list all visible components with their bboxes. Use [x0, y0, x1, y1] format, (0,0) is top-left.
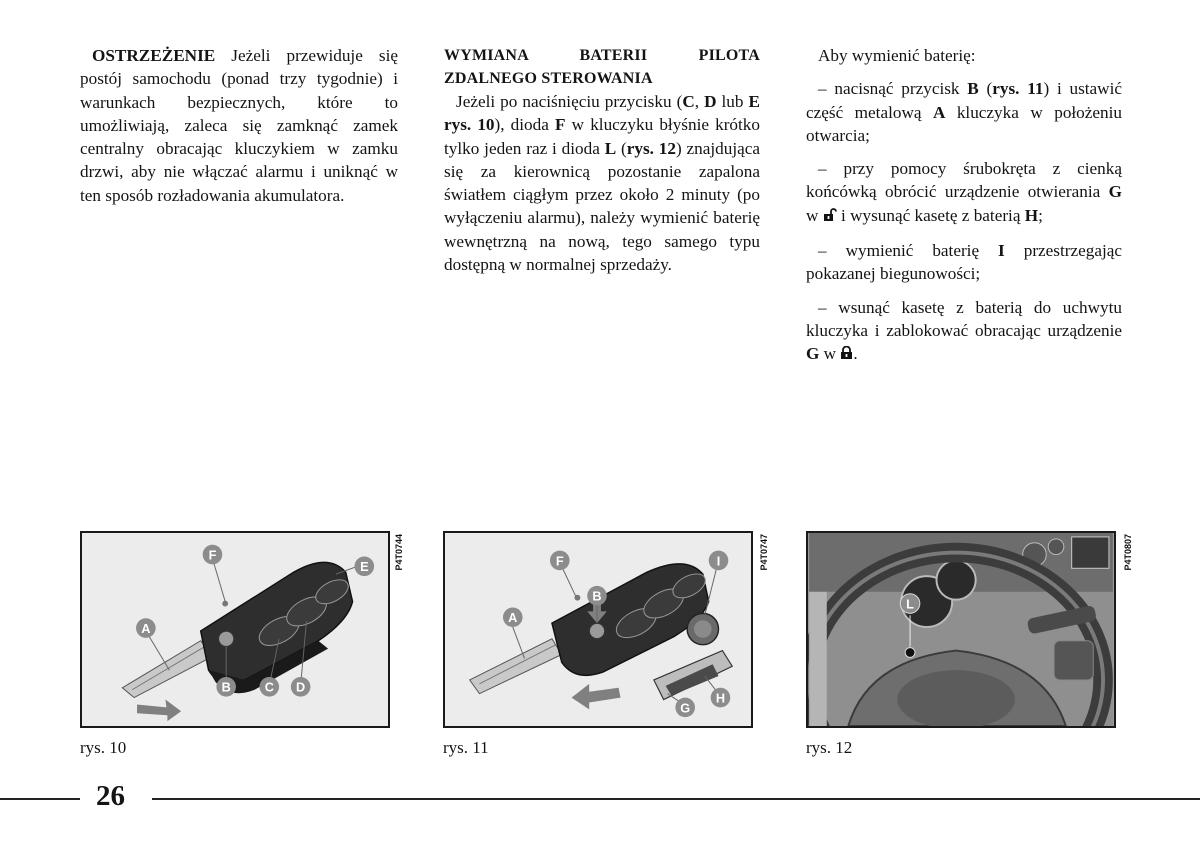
- svg-text:D: D: [296, 679, 306, 695]
- figure-caption: rys. 11: [443, 738, 489, 757]
- battery-intro-paragraph: [444, 90, 760, 276]
- callout-b: [587, 586, 607, 606]
- bold-run: L: [604, 138, 617, 158]
- bold-run: E rys. 10: [444, 92, 761, 135]
- text-run: – wsunąć kasetę z baterią do uchwytu kluczyka i zablokować obracając urządzenie: [806, 297, 1122, 340]
- callout-e: [355, 557, 375, 577]
- unlocked-padlock-icon: [823, 209, 837, 225]
- step-2: [806, 157, 1122, 229]
- figure-battery-cassette: [443, 531, 753, 728]
- callout-b: [216, 677, 236, 697]
- locked-padlock-icon: [840, 344, 853, 363]
- svg-text:G: G: [680, 700, 691, 716]
- callout-l: [900, 594, 920, 614]
- callout-i: [709, 551, 729, 571]
- callout-a: [503, 607, 523, 627]
- figure-code: P4T0744: [394, 534, 404, 571]
- step-1: [806, 77, 1122, 147]
- bold-run: G: [1108, 182, 1122, 202]
- figure-code: P4T0747: [759, 534, 769, 571]
- text-run: i wysunąć kasetę z baterią: [836, 205, 1025, 225]
- text-run: lub: [716, 92, 749, 111]
- figure-dashboard-led: [806, 531, 1116, 728]
- warning-column: [80, 44, 398, 207]
- warning-label: OSTRZEŻENIE: [92, 46, 216, 65]
- text-run: ,: [694, 92, 705, 111]
- bold-run: C: [682, 92, 695, 111]
- svg-text:F: F: [208, 547, 217, 563]
- bold-run: G: [806, 344, 820, 364]
- text-run: (: [978, 79, 993, 99]
- text-run: ;: [1038, 205, 1043, 225]
- svg-text:E: E: [360, 559, 369, 575]
- key-fob-illustration: [82, 533, 388, 726]
- text-run: w kluczyku błyśnie krótko tylko jeden raz i dioda: [444, 115, 760, 158]
- bold-run: rys. 11: [992, 79, 1044, 99]
- callout-g: [675, 698, 695, 718]
- bold-run: F: [555, 115, 566, 135]
- section-heading: WYMIANA BATERII PILOTA ZDALNEGO STEROWANIA: [444, 47, 760, 87]
- text-run: ), dioda: [494, 115, 556, 135]
- warning-text: Jeżeli przewiduje się postój samochodu (ponad trzy tygodnie) i warunkach bezpiecznych, które to umożliwiają, zaleca się zamknąć zamek centralny obracając kluczykiem w zamku drzwi, aby nie włączać alarmu i uniknąć w ten sposób rozładowania akumulatora.: [80, 46, 398, 205]
- footer-rule-left: [0, 798, 80, 800]
- bold-run: rys. 12: [626, 138, 676, 158]
- svg-text:F: F: [555, 553, 564, 569]
- step-3: [806, 239, 1122, 286]
- figure-key-buttons: [80, 531, 390, 728]
- callout-h: [711, 688, 731, 708]
- text-run: (: [616, 138, 627, 158]
- steering-wheel-photo: [808, 533, 1114, 726]
- text-run: kluczyka w położeniu otwarcia;: [806, 102, 1122, 145]
- svg-text:H: H: [715, 690, 726, 706]
- step-4: [806, 296, 1122, 366]
- text-run: – wymienić baterię: [818, 241, 999, 261]
- key-fob-open-illustration: [445, 533, 751, 726]
- figure-caption: rys. 10: [80, 738, 127, 757]
- callout-f: [550, 551, 570, 571]
- bold-run: I: [998, 241, 1005, 261]
- footer-rule-right: [152, 798, 1200, 800]
- text-run: przestrzegając pokazanej biegunowości;: [806, 241, 1122, 284]
- steps-intro: Aby wymienić baterię:: [818, 46, 976, 65]
- svg-text:B: B: [221, 679, 231, 695]
- text-run: – nacisnąć przycisk: [818, 79, 968, 99]
- page-number: 26: [96, 780, 125, 812]
- battery-steps-column: [806, 44, 1122, 376]
- svg-text:C: C: [264, 679, 274, 695]
- callout-d: [291, 677, 311, 697]
- text-run: ) znajdująca się za kierownicą pozostanie zapalona światłem ciągłym przez około 2 minuty (po wyłączeniu alarmu), należy wymienić baterię wewnętrzną na nową, tego samego typu dostępną w normalnej sprzedaży.: [444, 138, 760, 275]
- battery-intro-column: [444, 44, 760, 276]
- svg-text:A: A: [508, 610, 518, 626]
- svg-text:I: I: [716, 553, 721, 569]
- text-run: ) i ustawić część metalową: [806, 79, 1122, 122]
- callout-f: [203, 545, 223, 565]
- svg-text:B: B: [592, 588, 602, 604]
- bold-run: B: [967, 79, 979, 99]
- svg-text:L: L: [906, 596, 914, 612]
- text-run: Jeżeli po naciśnięciu przycisku (: [456, 92, 683, 111]
- callout-a: [136, 618, 156, 638]
- warning-paragraph: [80, 44, 398, 207]
- text-run: – przy pomocy śrubokręta z cienką końcówką obrócić urządzenie otwierania: [806, 159, 1122, 202]
- figure-caption: rys. 12: [806, 738, 853, 757]
- figure-code: P4T0807: [1123, 534, 1133, 571]
- svg-text:A: A: [141, 620, 151, 636]
- text-run: .: [853, 344, 858, 364]
- text-run: w: [819, 344, 841, 364]
- callout-c: [259, 677, 279, 697]
- text-run: w: [806, 205, 823, 225]
- bold-run: H: [1024, 205, 1039, 225]
- bold-run: A: [932, 102, 946, 122]
- bold-run: D: [704, 92, 717, 111]
